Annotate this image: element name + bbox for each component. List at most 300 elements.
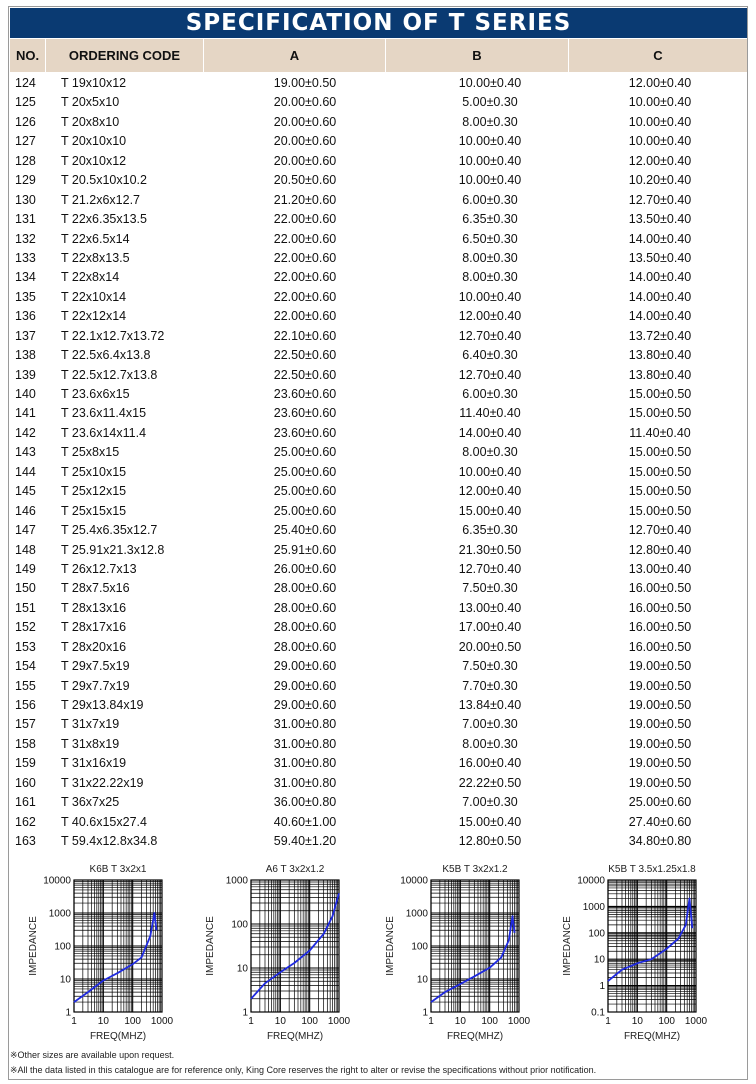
cell-ordering-code: T 22x8x13.5 xyxy=(61,250,130,265)
chart-title: K5B T 3x2x1.2 xyxy=(442,864,508,875)
cell-no: 124 xyxy=(15,76,36,90)
cell-c: 27.40±0.60 xyxy=(628,814,692,829)
x-tick-label: 1 xyxy=(605,1016,611,1027)
cell-ordering-code: T 22.1x12.7x13.72 xyxy=(61,328,165,343)
cell-b: 11.40±0.40 xyxy=(459,406,521,421)
table-row xyxy=(10,248,747,267)
cell-no: 154 xyxy=(15,659,36,674)
cell-c: 19.00±0.50 xyxy=(628,756,692,771)
cell-ordering-code: T 20x8x10 xyxy=(61,114,120,129)
table-row xyxy=(10,92,747,111)
table-row xyxy=(10,190,747,209)
cell-a: 22.00±0.60 xyxy=(273,212,337,227)
cell-ordering-code: T 40.6x15x27.4 xyxy=(61,814,147,829)
cell-ordering-code: T 59.4x12.8x34.8 xyxy=(61,834,158,849)
cell-b: 7.70±0.30 xyxy=(462,678,518,693)
cell-a: 22.00±0.60 xyxy=(273,289,337,304)
cell-c: 13.80±0.40 xyxy=(628,348,692,363)
cell-ordering-code: T 22x12x14 xyxy=(61,309,127,324)
table-header xyxy=(10,39,747,72)
cell-ordering-code: T 29x7.5x19 xyxy=(61,659,130,674)
cell-b: 14.00±0.40 xyxy=(458,425,522,440)
cell-no: 138 xyxy=(15,348,36,363)
x-tick-label: 1000 xyxy=(507,1016,531,1027)
cell-no: 140 xyxy=(15,387,36,401)
y-tick-label: 1000 xyxy=(582,901,605,913)
cell-ordering-code: T 31x22.22x19 xyxy=(61,775,144,790)
cell-no: 155 xyxy=(15,678,36,693)
y-tick-label: 10 xyxy=(416,974,428,986)
header-no: NO. xyxy=(10,39,46,72)
cell-b: 10.00±0.40 xyxy=(458,173,522,188)
cell-c: 19.00±0.50 xyxy=(628,775,692,790)
cell-no: 137 xyxy=(15,328,36,343)
cell-c: 14.00±0.40 xyxy=(628,309,692,324)
cell-ordering-code: T 23.6x14x11.4 xyxy=(61,425,147,440)
cell-ordering-code: T 23.6x11.4x15 xyxy=(61,406,147,421)
cell-b: 6.00±0.30 xyxy=(462,192,518,207)
cell-ordering-code: T 20x10x12 xyxy=(61,153,127,168)
y-tick-label: 1000 xyxy=(48,908,71,920)
cell-ordering-code: T 29x13.84x19 xyxy=(61,698,144,712)
cell-ordering-code: T 28x13x16 xyxy=(61,600,127,615)
table-row xyxy=(10,676,747,695)
y-axis-label: IMPEDANCE xyxy=(385,916,396,976)
cell-a: 31.00±0.80 xyxy=(273,775,337,790)
table-row xyxy=(10,540,747,559)
cell-b: 17.00±0.40 xyxy=(458,620,522,635)
table-row xyxy=(10,170,747,189)
cell-c: 19.00±0.50 xyxy=(628,698,692,712)
cell-a: 22.50±0.60 xyxy=(273,348,337,363)
table-row xyxy=(10,287,747,306)
table-row xyxy=(10,637,747,656)
cell-a: 28.00±0.60 xyxy=(273,600,337,615)
y-tick-label: 10 xyxy=(236,963,248,975)
cell-a: 20.50±0.60 xyxy=(273,173,337,188)
cell-c: 15.00±0.50 xyxy=(628,387,692,401)
x-tick-label: 1 xyxy=(428,1016,434,1027)
table-row xyxy=(10,73,747,92)
cell-ordering-code: T 22x8x14 xyxy=(61,270,120,285)
y-tick-label: 100 xyxy=(54,941,71,953)
cell-ordering-code: T 28x7.5x16 xyxy=(61,581,130,596)
cell-b: 6.40±0.30 xyxy=(462,348,518,363)
cell-a: 28.00±0.60 xyxy=(273,581,337,596)
cell-no: 139 xyxy=(15,367,36,382)
y-tick-label: 1 xyxy=(242,1007,248,1019)
cell-b: 22.22±0.50 xyxy=(458,775,522,790)
header-ordering-code: ORDERING CODE xyxy=(46,39,204,72)
x-tick-label: 100 xyxy=(481,1016,499,1027)
cell-ordering-code: T 20.5x10x10.2 xyxy=(61,173,147,188)
table-row xyxy=(10,792,747,811)
x-tick-label: 1 xyxy=(71,1016,77,1027)
y-tick-label: 10000 xyxy=(43,875,71,887)
table-row xyxy=(10,734,747,753)
table-row xyxy=(10,598,747,617)
table-row xyxy=(10,481,747,500)
cell-c: 10.00±0.40 xyxy=(628,134,692,149)
cell-ordering-code: T 29x7.7x19 xyxy=(61,678,130,693)
cell-c: 19.00±0.50 xyxy=(628,717,692,732)
table-row xyxy=(10,831,747,850)
table-row xyxy=(10,403,747,422)
cell-ordering-code: T 21.2x6x12.7 xyxy=(61,192,140,207)
table-row xyxy=(10,617,747,636)
cell-c: 12.00±0.40 xyxy=(628,76,692,90)
y-tick-label: 100 xyxy=(411,941,428,953)
cell-a: 36.00±0.80 xyxy=(273,795,337,810)
y-tick-label: 10000 xyxy=(400,875,428,887)
y-tick-label: 100 xyxy=(231,919,248,931)
cell-a: 22.00±0.60 xyxy=(273,270,337,285)
cell-c: 13.00±0.40 xyxy=(628,561,692,576)
cell-a: 25.40±0.60 xyxy=(273,523,337,538)
y-tick-label: 1 xyxy=(599,981,605,993)
cell-b: 13.00±0.40 xyxy=(458,600,522,615)
x-axis-label: FREQ(MHZ) xyxy=(89,1031,147,1042)
cell-c: 11.40±0.40 xyxy=(629,425,691,440)
cell-c: 19.00±0.50 xyxy=(628,678,692,693)
cell-ordering-code: T 19x10x12 xyxy=(61,76,127,90)
cell-no: 144 xyxy=(15,464,36,479)
cell-a: 29.00±0.60 xyxy=(273,659,337,674)
cell-c: 13.72±0.40 xyxy=(628,328,692,343)
table-row xyxy=(10,326,747,345)
x-axis-label: FREQ(MHZ) xyxy=(446,1031,504,1042)
cell-no: 148 xyxy=(15,542,36,557)
cell-a: 22.00±0.60 xyxy=(273,231,337,246)
table-row xyxy=(10,714,747,733)
table-row xyxy=(10,209,747,228)
cell-ordering-code: T 25x8x15 xyxy=(61,445,120,460)
cell-b: 12.70±0.40 xyxy=(458,367,522,382)
cell-ordering-code: T 25x15x15 xyxy=(61,503,127,518)
cell-a: 31.00±0.80 xyxy=(273,736,337,751)
cell-ordering-code: T 25.4x6.35x12.7 xyxy=(61,523,158,538)
cell-no: 136 xyxy=(15,309,36,324)
cell-ordering-code: T 25.91x21.3x12.8 xyxy=(61,542,165,557)
table-row xyxy=(10,442,747,461)
x-tick-label: 1000 xyxy=(327,1016,351,1027)
cell-no: 131 xyxy=(15,212,36,227)
cell-c: 13.50±0.40 xyxy=(628,212,692,227)
table-row xyxy=(10,501,747,520)
cell-c: 12.70±0.40 xyxy=(628,523,692,538)
x-tick-label: 10 xyxy=(454,1016,466,1027)
x-tick-label: 10 xyxy=(274,1016,286,1027)
chart-k5b xyxy=(385,860,545,1049)
cell-ordering-code: T 28x20x16 xyxy=(61,639,127,654)
cell-b: 12.70±0.40 xyxy=(458,328,522,343)
cell-c: 14.00±0.40 xyxy=(628,289,692,304)
cell-b: 8.00±0.30 xyxy=(462,445,518,460)
cell-c: 13.80±0.40 xyxy=(628,367,692,382)
cell-ordering-code: T 26x12.7x13 xyxy=(61,561,137,576)
cell-no: 129 xyxy=(15,173,36,188)
x-axis-label: FREQ(MHZ) xyxy=(623,1031,681,1042)
cell-b: 10.00±0.40 xyxy=(458,134,522,149)
cell-ordering-code: T 23.6x6x15 xyxy=(61,387,130,401)
x-tick-label: 10 xyxy=(631,1016,643,1027)
cell-a: 23.60±0.60 xyxy=(273,425,337,440)
cell-a: 25.00±0.60 xyxy=(273,445,337,460)
cell-a: 28.00±0.60 xyxy=(273,639,337,654)
cell-b: 12.70±0.40 xyxy=(458,561,522,576)
chart-k5b-35 xyxy=(562,860,722,1049)
cell-no: 133 xyxy=(15,250,36,265)
cell-no: 150 xyxy=(15,581,36,596)
cell-a: 29.00±0.60 xyxy=(273,678,337,693)
cell-a: 25.00±0.60 xyxy=(273,484,337,499)
cell-no: 130 xyxy=(15,192,36,207)
cell-no: 158 xyxy=(15,736,36,751)
note-2: ※All the data listed in this catalogue are for reference only, King Core reserves the right to alter or revise the specifications without prior notification. xyxy=(10,1065,597,1075)
cell-a: 20.00±0.60 xyxy=(273,153,337,168)
cell-b: 10.00±0.40 xyxy=(458,76,522,90)
cell-b: 15.00±0.40 xyxy=(458,814,522,829)
table-row xyxy=(10,753,747,772)
cell-no: 128 xyxy=(15,153,36,168)
cell-no: 145 xyxy=(15,484,36,499)
cell-b: 7.50±0.30 xyxy=(462,581,518,596)
spec-table-body xyxy=(10,73,747,851)
cell-ordering-code: T 22.5x12.7x13.8 xyxy=(61,367,158,382)
cell-b: 7.00±0.30 xyxy=(462,717,518,732)
cell-c: 13.50±0.40 xyxy=(628,250,692,265)
table-row xyxy=(10,656,747,675)
cell-b: 8.00±0.30 xyxy=(462,736,518,751)
cell-b: 12.00±0.40 xyxy=(458,484,522,499)
chart-a6 xyxy=(205,860,365,1049)
cell-no: 157 xyxy=(15,717,36,732)
cell-c: 15.00±0.50 xyxy=(628,406,692,421)
cell-c: 16.00±0.50 xyxy=(628,620,692,635)
cell-b: 10.00±0.40 xyxy=(458,464,522,479)
cell-c: 25.00±0.60 xyxy=(628,795,692,810)
cell-no: 162 xyxy=(15,814,36,829)
y-tick-label: 1 xyxy=(65,1007,71,1019)
table-row xyxy=(10,812,747,831)
cell-no: 149 xyxy=(15,561,36,576)
cell-no: 151 xyxy=(15,600,36,615)
chart-title: A6 T 3x2x1.2 xyxy=(265,864,325,875)
cell-no: 163 xyxy=(15,834,36,849)
cell-b: 10.00±0.40 xyxy=(458,289,522,304)
cell-a: 22.00±0.60 xyxy=(273,250,337,265)
cell-no: 126 xyxy=(15,114,36,129)
cell-c: 15.00±0.50 xyxy=(628,484,692,499)
cell-ordering-code: T 25x10x15 xyxy=(61,464,127,479)
y-axis-label: IMPEDANCE xyxy=(562,916,573,976)
cell-ordering-code: T 31x7x19 xyxy=(61,717,120,732)
cell-no: 143 xyxy=(15,445,36,460)
cell-b: 8.00±0.30 xyxy=(462,250,518,265)
cell-b: 6.00±0.30 xyxy=(462,387,518,401)
cell-no: 147 xyxy=(15,523,36,538)
y-tick-label: 10000 xyxy=(577,875,605,887)
cell-b: 10.00±0.40 xyxy=(458,153,522,168)
x-tick-label: 10 xyxy=(97,1016,109,1027)
table-row xyxy=(10,773,747,792)
cell-c: 10.00±0.40 xyxy=(628,95,692,110)
cell-a: 20.00±0.60 xyxy=(273,95,337,110)
x-tick-label: 1 xyxy=(248,1016,254,1027)
cell-ordering-code: T 22.5x6.4x13.8 xyxy=(61,348,151,363)
cell-a: 22.10±0.60 xyxy=(273,328,337,343)
table-row xyxy=(10,229,747,248)
x-tick-label: 100 xyxy=(658,1016,676,1027)
cell-no: 161 xyxy=(15,795,36,810)
cell-ordering-code: T 22x6.35x13.5 xyxy=(61,212,147,227)
cell-a: 59.40±1.20 xyxy=(273,834,337,849)
cell-no: 125 xyxy=(15,95,36,110)
y-tick-label: 10 xyxy=(593,954,605,966)
plot-area xyxy=(608,880,696,1012)
cell-c: 34.80±0.80 xyxy=(628,834,692,849)
cell-b: 13.84±0.40 xyxy=(458,698,522,712)
page-title: SPECIFICATION OF T SERIES xyxy=(10,8,747,38)
x-tick-label: 100 xyxy=(301,1016,319,1027)
x-tick-label: 100 xyxy=(124,1016,142,1027)
cell-c: 16.00±0.50 xyxy=(628,581,692,596)
cell-b: 8.00±0.30 xyxy=(462,270,518,285)
cell-no: 135 xyxy=(15,289,36,304)
cell-no: 134 xyxy=(15,270,36,285)
table-row xyxy=(10,578,747,597)
cell-no: 156 xyxy=(15,698,36,712)
cell-a: 22.50±0.60 xyxy=(273,367,337,382)
y-tick-label: 1 xyxy=(422,1007,428,1019)
header-c: C xyxy=(653,48,663,63)
footnotes xyxy=(10,1048,596,1078)
table-row xyxy=(10,462,747,481)
cell-ordering-code: T 25x12x15 xyxy=(61,484,127,499)
cell-ordering-code: T 20x10x10 xyxy=(61,134,127,149)
cell-c: 10.00±0.40 xyxy=(628,114,692,129)
cell-b: 15.00±0.40 xyxy=(458,503,522,518)
cell-a: 26.00±0.60 xyxy=(273,561,337,576)
cell-a: 20.00±0.60 xyxy=(273,134,337,149)
cell-ordering-code: T 20x5x10 xyxy=(61,95,120,110)
y-tick-label: 100 xyxy=(588,928,605,940)
table-row xyxy=(10,695,747,714)
cell-c: 16.00±0.50 xyxy=(628,639,692,654)
x-tick-label: 1000 xyxy=(684,1016,708,1027)
cell-a: 25.00±0.60 xyxy=(273,464,337,479)
table-row xyxy=(10,559,747,578)
x-axis-label: FREQ(MHZ) xyxy=(266,1031,324,1042)
cell-no: 146 xyxy=(15,503,36,518)
table-row xyxy=(10,520,747,539)
cell-c: 14.00±0.40 xyxy=(628,270,692,285)
cell-b: 7.00±0.30 xyxy=(462,795,518,810)
x-tick-label: 1000 xyxy=(150,1016,174,1027)
cell-ordering-code: T 31x8x19 xyxy=(61,736,120,751)
cell-b: 6.35±0.30 xyxy=(462,212,518,227)
cell-a: 21.20±0.60 xyxy=(273,192,337,207)
table-row xyxy=(10,151,747,170)
note-1: ※Other sizes are available upon request. xyxy=(10,1050,175,1060)
cell-c: 15.00±0.50 xyxy=(628,503,692,518)
y-tick-label: 0.1 xyxy=(591,1007,605,1019)
plot-area xyxy=(251,880,339,1012)
cell-b: 7.50±0.30 xyxy=(462,659,518,674)
y-axis-label: IMPEDANCE xyxy=(28,916,39,976)
table-row xyxy=(10,267,747,286)
cell-b: 16.00±0.40 xyxy=(458,756,522,771)
header-a: A xyxy=(204,39,386,72)
cell-c: 15.00±0.50 xyxy=(628,445,692,460)
y-axis-label: IMPEDANCE xyxy=(205,916,216,976)
cell-b: 6.35±0.30 xyxy=(462,523,518,538)
cell-b: 5.00±0.30 xyxy=(462,95,518,110)
cell-c: 19.00±0.50 xyxy=(628,736,692,751)
cell-c: 12.70±0.40 xyxy=(628,192,692,207)
cell-b: 12.80±0.50 xyxy=(458,834,522,849)
cell-b: 20.00±0.50 xyxy=(458,639,522,654)
cell-b: 8.00±0.30 xyxy=(462,114,518,129)
cell-a: 20.00±0.60 xyxy=(273,114,337,129)
cell-ordering-code: T 22x6.5x14 xyxy=(61,231,130,246)
table-row xyxy=(10,112,747,131)
cell-a: 25.00±0.60 xyxy=(273,503,337,518)
header-b: B xyxy=(386,39,569,72)
table-row xyxy=(10,365,747,384)
cell-ordering-code: T 22x10x14 xyxy=(61,289,127,304)
chart-title: K6B T 3x2x1 xyxy=(89,864,147,875)
cell-a: 31.00±0.80 xyxy=(273,717,337,732)
y-tick-label: 10 xyxy=(59,974,71,986)
cell-c: 16.00±0.50 xyxy=(628,600,692,615)
table-row xyxy=(10,131,747,150)
table-row xyxy=(10,345,747,364)
cell-a: 28.00±0.60 xyxy=(273,620,337,635)
cell-no: 152 xyxy=(15,620,36,635)
chart-title: K5B T 3.5x1.25x1.8 xyxy=(608,864,696,875)
cell-no: 141 xyxy=(15,406,36,421)
cell-no: 159 xyxy=(15,756,36,771)
cell-a: 25.91±0.60 xyxy=(273,542,337,557)
cell-no: 153 xyxy=(15,639,36,654)
cell-no: 160 xyxy=(15,775,36,790)
chart-k6b xyxy=(28,860,188,1049)
y-tick-label: 1000 xyxy=(225,875,248,887)
cell-a: 23.60±0.60 xyxy=(273,406,337,421)
cell-no: 142 xyxy=(15,425,36,440)
cell-no: 132 xyxy=(15,231,36,246)
table-row xyxy=(10,306,747,325)
cell-c: 19.00±0.50 xyxy=(628,659,692,674)
cell-c: 15.00±0.50 xyxy=(628,464,692,479)
cell-a: 31.00±0.80 xyxy=(273,756,337,771)
cell-c: 12.00±0.40 xyxy=(628,153,692,168)
y-tick-label: 1000 xyxy=(405,908,428,920)
table-row xyxy=(10,423,747,442)
cell-a: 23.60±0.60 xyxy=(273,387,337,401)
cell-b: 21.30±0.50 xyxy=(458,542,522,557)
cell-c: 14.00±0.40 xyxy=(628,231,692,246)
cell-ordering-code: T 28x17x16 xyxy=(61,620,127,635)
table-row xyxy=(10,384,747,403)
cell-a: 22.00±0.60 xyxy=(273,309,337,324)
cell-b: 6.50±0.30 xyxy=(462,231,518,246)
cell-ordering-code: T 31x16x19 xyxy=(61,756,127,771)
cell-c: 10.20±0.40 xyxy=(628,173,692,188)
cell-no: 127 xyxy=(15,134,36,149)
cell-c: 12.80±0.40 xyxy=(628,542,692,557)
